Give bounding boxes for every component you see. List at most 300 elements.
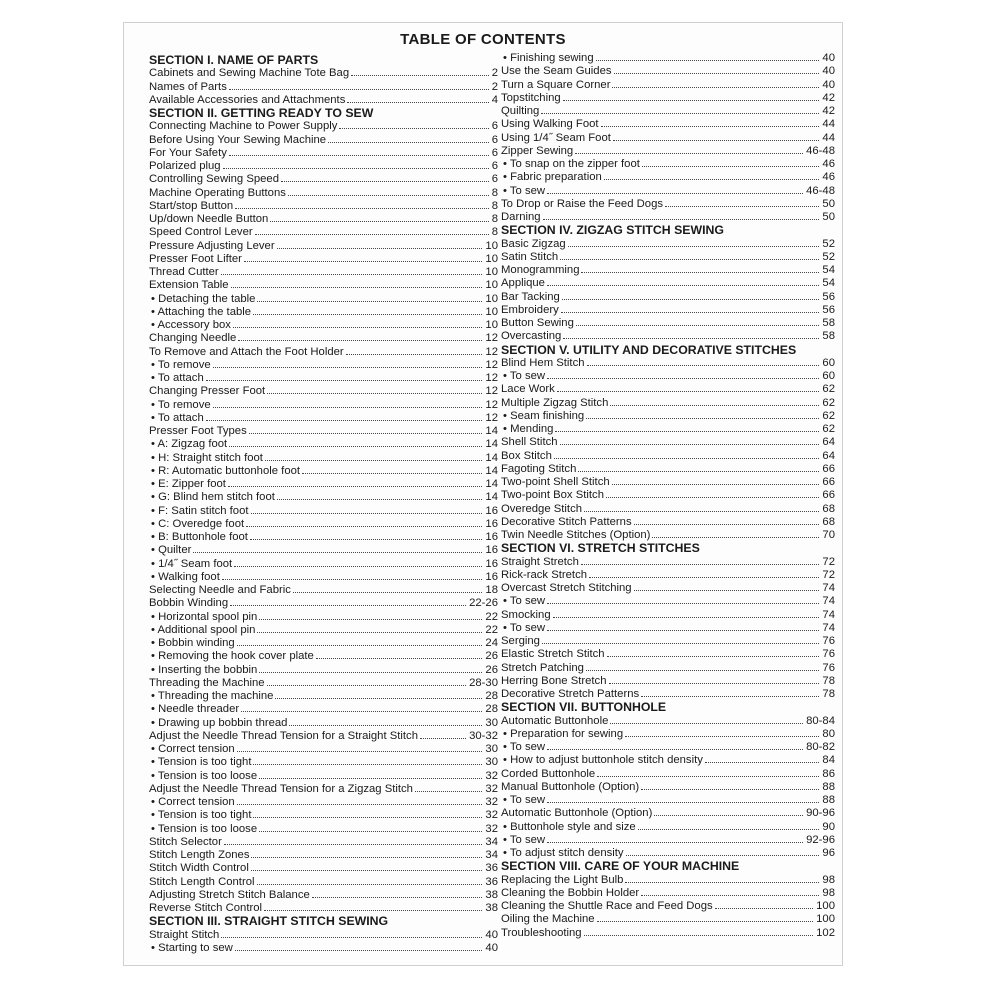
toc-entry [501,423,835,436]
toc-entry-page: 26 [485,650,498,663]
toc-entry-page: 52 [822,237,835,250]
toc-entry-page: 76 [822,635,835,647]
toc-entry-page: 66 [822,462,835,475]
toc-entry [149,319,498,332]
toc-entry [149,823,498,836]
toc-entry [149,942,498,955]
toc-entry [149,770,498,783]
toc-entry-page: 70 [822,529,835,541]
toc-entry-page: 76 [822,661,835,674]
toc-entry-label: Lace Work [501,383,555,396]
dot-leader [250,539,483,540]
dot-leader [553,617,820,618]
toc-entry [149,624,498,637]
toc-column-left [149,54,498,955]
toc-entry-label: Herring Bone Stretch [501,674,607,687]
toc-entry-label: Monogramming [501,264,580,276]
dot-leader [652,537,819,538]
dot-leader [596,60,820,61]
toc-entry-label: • E: Zipper foot [151,478,226,490]
dot-leader [230,605,466,606]
dot-leader [542,643,819,644]
toc-entry [501,728,835,741]
toc-entry [149,94,498,107]
toc-entry-page: 100 [816,900,835,912]
toc-entry [149,465,498,478]
toc-entry [149,809,498,822]
toc-entry-page: 36 [485,875,498,888]
toc-entry-page: 72 [822,555,835,568]
toc-entry-page: 80 [822,727,835,740]
dot-leader [560,444,820,445]
toc-entry [149,756,498,769]
toc-entry [501,489,835,502]
toc-entry [501,410,835,423]
toc-entry-label: • Horizontal spool pin [151,610,258,623]
toc-entry-label: • To remove [151,398,211,411]
toc-entry-page: 10 [485,239,498,252]
toc-entry-label: Presser Foot Types [149,425,247,437]
toc-entry-page: 92-96 [806,833,835,846]
section-heading: SECTION VII. BUTTONHOLE [501,700,667,715]
toc-entry [501,145,835,158]
dot-leader [601,126,820,127]
toc-entry [501,821,835,834]
toc-entry [149,213,498,226]
toc-entry-page: 96 [822,847,835,859]
toc-entry-page: 16 [485,557,498,570]
toc-entry-label: • Correct tension [151,796,235,808]
toc-entry-page: 36 [485,862,498,875]
toc-entry [149,187,498,200]
dot-leader [610,405,819,406]
toc-entry [501,330,835,343]
dot-leader [587,365,820,366]
dot-leader [589,577,819,578]
dot-leader [625,882,819,883]
toc-entry-page: 100 [816,913,835,926]
toc-entry-label: • Tension is too tight [151,756,252,769]
toc-entry-label: Available Accessories and Attachments [149,93,346,106]
toc-entry [501,105,835,118]
toc-entry-label: Quilting [501,105,540,117]
toc-entry-page: 40 [822,65,835,78]
dot-leader [606,497,819,498]
toc-entry [501,927,835,940]
toc-entry-page: 42 [822,105,835,117]
toc-entry-page: 74 [822,608,835,621]
toc-entry-label: • 1/4˝ Seam foot [151,557,233,570]
toc-entry-label: Controlling Sewing Speed [149,173,279,186]
dot-leader [568,246,820,247]
toc-entry-page: 44 [822,118,835,131]
toc-entry-page: 62 [822,383,835,396]
toc-entry-page: 62 [822,396,835,409]
toc-entry-label: Troubleshooting [501,926,582,939]
toc-entry [501,768,835,781]
toc-entry [149,730,498,743]
dot-leader [654,815,803,816]
toc-entry-page: 32 [485,782,498,795]
dot-leader [224,844,483,845]
dot-leader [581,564,820,565]
dot-leader [267,685,467,686]
dot-leader [351,75,489,76]
dot-leader [253,764,482,765]
toc-entry [501,807,835,820]
page-title: TABLE OF CONTENTS [400,31,566,48]
toc-entry-page: 2 [491,67,498,80]
toc-entry [149,571,498,584]
toc-entry-page: 24 [485,637,498,649]
toc-entry-label: Using Walking Foot [501,118,599,131]
dot-leader [257,884,483,885]
toc-entry-label: Adjust the Needle Thread Tension for a Straight Stitch [149,729,418,742]
toc-entry-label: Adjust the Needle Thread Tension for a Zigzag Stitch [149,782,413,795]
toc-entry-label: • Preparation for sewing [503,727,624,740]
toc-entry [149,929,498,942]
toc-entry-page: 14 [485,478,498,490]
toc-entry [501,794,835,807]
toc-entry [149,637,498,650]
toc-entry [149,399,498,412]
toc-entry-page: 102 [816,926,835,939]
toc-entry-page: 14 [485,464,498,477]
dot-leader [626,855,820,856]
dot-leader [638,829,820,830]
toc-entry [501,211,835,224]
toc-entry-page: 28 [485,703,498,716]
toc-entry [149,240,498,253]
toc-entry-label: • Buttonhole style and size [503,820,636,833]
dot-leader [705,762,820,763]
toc-entry-label: Applique [501,277,545,290]
dot-leader [547,630,819,631]
dot-leader [249,433,483,434]
toc-entry-page: 32 [485,796,498,808]
toc-entry-label: Bobbin Winding [149,597,229,610]
toc-entry-label: • Threading the machine [151,690,274,702]
toc-entry-page: 6 [491,160,498,172]
toc-entry-page: 16 [485,517,498,530]
toc-entry-label: Pressure Adjusting Lever [149,239,275,252]
toc-entry-label: Zipper Sewing [501,144,574,157]
dot-leader [665,206,819,207]
toc-entry [501,675,835,688]
dot-leader [270,221,488,222]
toc-entry-page: 10 [485,292,498,305]
toc-entry [501,198,835,211]
toc-entry-label: Threading the Machine [149,676,265,689]
toc-entry-label: Darning [501,211,541,223]
toc-entry-page: 8 [491,199,498,212]
toc-entry-label: • F: Satin stitch foot [151,504,249,517]
dot-leader [257,632,482,633]
toc-entry [149,558,498,571]
toc-entry [149,438,498,451]
dot-leader [557,391,820,392]
toc-entry-label: • Tension is too loose [151,769,258,782]
toc-entry-page: 16 [485,544,498,557]
toc-entry-label: Button Sewing [501,317,574,329]
dot-leader [641,789,819,790]
toc-entry [501,582,835,595]
section-heading: SECTION VI. STRETCH STITCHES [501,541,700,556]
toc-entry-label: Straight Stretch [501,555,579,568]
toc-entry-label: • Walking foot [151,570,220,583]
toc-entry [149,67,498,80]
toc-entry-page: 32 [485,809,498,822]
toc-entry-label: Oiling the Machine [501,913,595,926]
dot-leader [213,407,483,408]
toc-entry-page: 12 [485,345,498,358]
dot-leader [237,804,483,805]
toc-entry-page: 62 [822,423,835,435]
toc-entry-label: • A: Zigzag foot [151,438,228,451]
dot-leader [259,619,482,620]
toc-entry [501,648,835,661]
toc-entry-page: 10 [485,279,498,292]
toc-entry [501,52,835,65]
dot-leader [222,579,483,580]
toc-entry [149,690,498,703]
dot-leader [575,153,803,154]
dot-leader [609,683,820,684]
toc-entry-page: 12 [485,372,498,384]
toc-entry-label: • Tension is too tight [151,809,252,822]
toc-entry-page: 30 [485,743,498,755]
dot-leader [244,261,483,262]
toc-entry [501,569,835,582]
toc-entry-page: 88 [822,780,835,793]
toc-entry [149,703,498,716]
toc-entry [501,503,835,516]
toc-entry [149,876,498,889]
toc-entry-label: • Drawing up bobbin thread [151,716,288,729]
toc-entry-label: Cleaning the Bobbin Holder [501,886,640,899]
toc-entry-label: Stitch Length Control [149,875,255,888]
toc-entry [149,425,498,438]
dot-leader [277,248,483,249]
dot-leader [206,380,483,381]
toc-entry [501,92,835,105]
toc-entry-label: To Drop or Raise the Feed Dogs [501,197,664,210]
toc-entry-page: 42 [822,91,835,104]
toc-entry-label: Before Using Your Sewing Machine [149,133,327,146]
toc-entry-page: 86 [822,767,835,780]
toc-entry-label: For Your Safety [149,146,227,159]
dot-leader [586,670,820,671]
toc-entry-page: 98 [822,886,835,899]
toc-entry-page: 10 [485,305,498,318]
toc-entry [149,147,498,160]
toc-entry-page: 2 [491,80,498,93]
toc-entry-page: 22 [485,623,498,636]
toc-entry [149,783,498,796]
toc-entry-label: • To sew [503,184,546,197]
toc-entry [149,889,498,902]
toc-entry [501,754,835,767]
toc-entry [501,171,835,184]
toc-entry-label: Twin Needle Stitches (Option) [501,529,651,541]
toc-entry-label: • Accessory box [151,319,231,331]
toc-entry-label: Rick-rack Stretch [501,568,587,581]
toc-entry-page: 64 [822,449,835,462]
toc-entry-page: 14 [485,491,498,504]
toc-entry-page: 10 [485,266,498,278]
toc-entry-label: Blind Hem Stitch [501,356,585,369]
toc-entry-label: Stitch Width Control [149,862,249,875]
toc-entry [501,65,835,78]
dot-leader [289,725,482,726]
dot-leader [562,299,820,300]
toc-entry-label: Replacing the Light Bulb [501,873,624,886]
dot-leader [576,325,820,326]
toc-entry [149,385,498,398]
dot-leader [223,168,489,169]
toc-entry-page: 8 [491,213,498,225]
toc-entry [149,372,498,385]
toc-entry [501,874,835,887]
dot-leader [235,208,489,209]
toc-entry-label: • Bobbin winding [151,637,235,649]
toc-entry [501,900,835,913]
toc-entry-page: 12 [485,358,498,371]
dot-leader [715,908,814,909]
section-heading: SECTION IV. ZIGZAG STITCH SEWING [501,223,724,238]
toc-entry-label: Names of Parts [149,80,227,93]
toc-entry-page: 74 [822,595,835,608]
toc-entry-label: • Additional spool pin [151,623,256,636]
dot-leader [607,656,820,657]
toc-entry-label: Selecting Needle and Fabric [149,584,291,596]
dot-leader [415,791,482,792]
toc-entry-label: Using 1/4˝ Seam Foot [501,131,611,144]
dot-leader [246,526,482,527]
toc-entry [149,412,498,425]
dot-leader [555,431,819,432]
toc-entry-page: 40 [485,928,498,941]
toc-entry-page: 14 [485,438,498,451]
dot-leader [259,672,482,673]
toc-entry-page: 58 [822,317,835,329]
toc-entry-label: Box Stitch [501,449,552,462]
toc-entry [501,185,835,198]
dot-leader [312,897,483,898]
dot-leader [347,102,488,103]
dot-leader [288,195,489,196]
toc-entry [149,306,498,319]
toc-entry [501,529,835,542]
dot-leader [547,842,803,843]
dot-leader [251,870,483,871]
toc-entry-label: Decorative Stitch Patterns [501,515,632,528]
toc-entry [149,81,498,94]
dot-leader [259,831,482,832]
dot-leader [642,166,820,167]
toc-entry [149,134,498,147]
dot-leader [578,471,819,472]
toc-entry-label: • To snap on the zipper foot [503,158,640,170]
toc-column-right [501,52,835,940]
toc-entry-page: 30 [485,716,498,729]
toc-entry-label: Serging [501,635,540,647]
toc-entry-label: Smocking [501,608,551,621]
toc-entry [501,463,835,476]
dot-leader [259,778,482,779]
toc-entry-page: 46 [822,171,835,184]
dot-leader [586,418,819,419]
toc-entry-page: 44 [822,131,835,144]
toc-entry-page: 56 [822,303,835,316]
toc-entry-label: Overcasting [501,330,562,343]
toc-entry-page: 10 [485,252,498,265]
toc-entry-page: 76 [822,648,835,661]
toc-entry-page: 98 [822,873,835,886]
toc-entry-page: 8 [491,226,498,239]
toc-entry [501,370,835,383]
toc-entry [149,743,498,756]
toc-entry-label: • Finishing sewing [503,52,594,64]
toc-entry-label: Basic Zigzag [501,237,566,250]
toc-entry [149,505,498,518]
dot-leader [251,857,482,858]
toc-entry-page: 64 [822,436,835,449]
dot-leader [634,524,820,525]
toc-entry-label: Two-point Shell Stitch [501,476,610,488]
toc-entry-page: 30 [485,756,498,769]
toc-entry-page: 54 [822,264,835,276]
toc-entry-page: 28 [485,690,498,702]
section-heading: SECTION V. UTILITY AND DECORATIVE STITCHES [501,342,797,357]
toc-entry-label: • H: Straight stitch foot [151,451,263,464]
toc-entry [149,293,498,306]
toc-entry-page: 16 [485,570,498,583]
dot-leader [625,736,819,737]
toc-entry [501,476,835,489]
toc-entry-label: • Tension is too loose [151,822,258,835]
toc-entry-label: • To sew [503,595,546,608]
toc-entry-page: 78 [822,674,835,687]
dot-leader [547,603,819,604]
dot-leader [213,367,483,368]
toc-entry-page: 12 [485,332,498,345]
toc-entry-label: Embroidery [501,303,559,316]
toc-entry-page: 40 [485,941,498,954]
dot-leader [547,749,803,750]
dot-leader [634,590,820,591]
dot-leader [241,711,482,712]
dot-leader [612,87,819,88]
dot-leader [563,100,820,101]
toc-entry [149,584,498,597]
toc-entry [149,544,498,557]
toc-entry-page: 46-48 [806,184,835,197]
dot-leader [328,142,489,143]
toc-entry [149,120,498,133]
toc-entry-page: 46 [822,158,835,170]
toc-entry-page: 38 [485,888,498,901]
toc-entry-page: 46-48 [806,144,835,157]
toc-entry [149,346,498,359]
toc-entry [501,715,835,728]
toc-entry-label: • R: Automatic buttonhole foot [151,464,301,477]
section-heading: SECTION III. STRAIGHT STITCH SEWING [149,914,389,929]
toc-entry-label: • G: Blind hem stitch foot [151,491,275,504]
dot-leader [560,259,819,260]
toc-entry [149,478,498,491]
toc-entry [501,436,835,449]
